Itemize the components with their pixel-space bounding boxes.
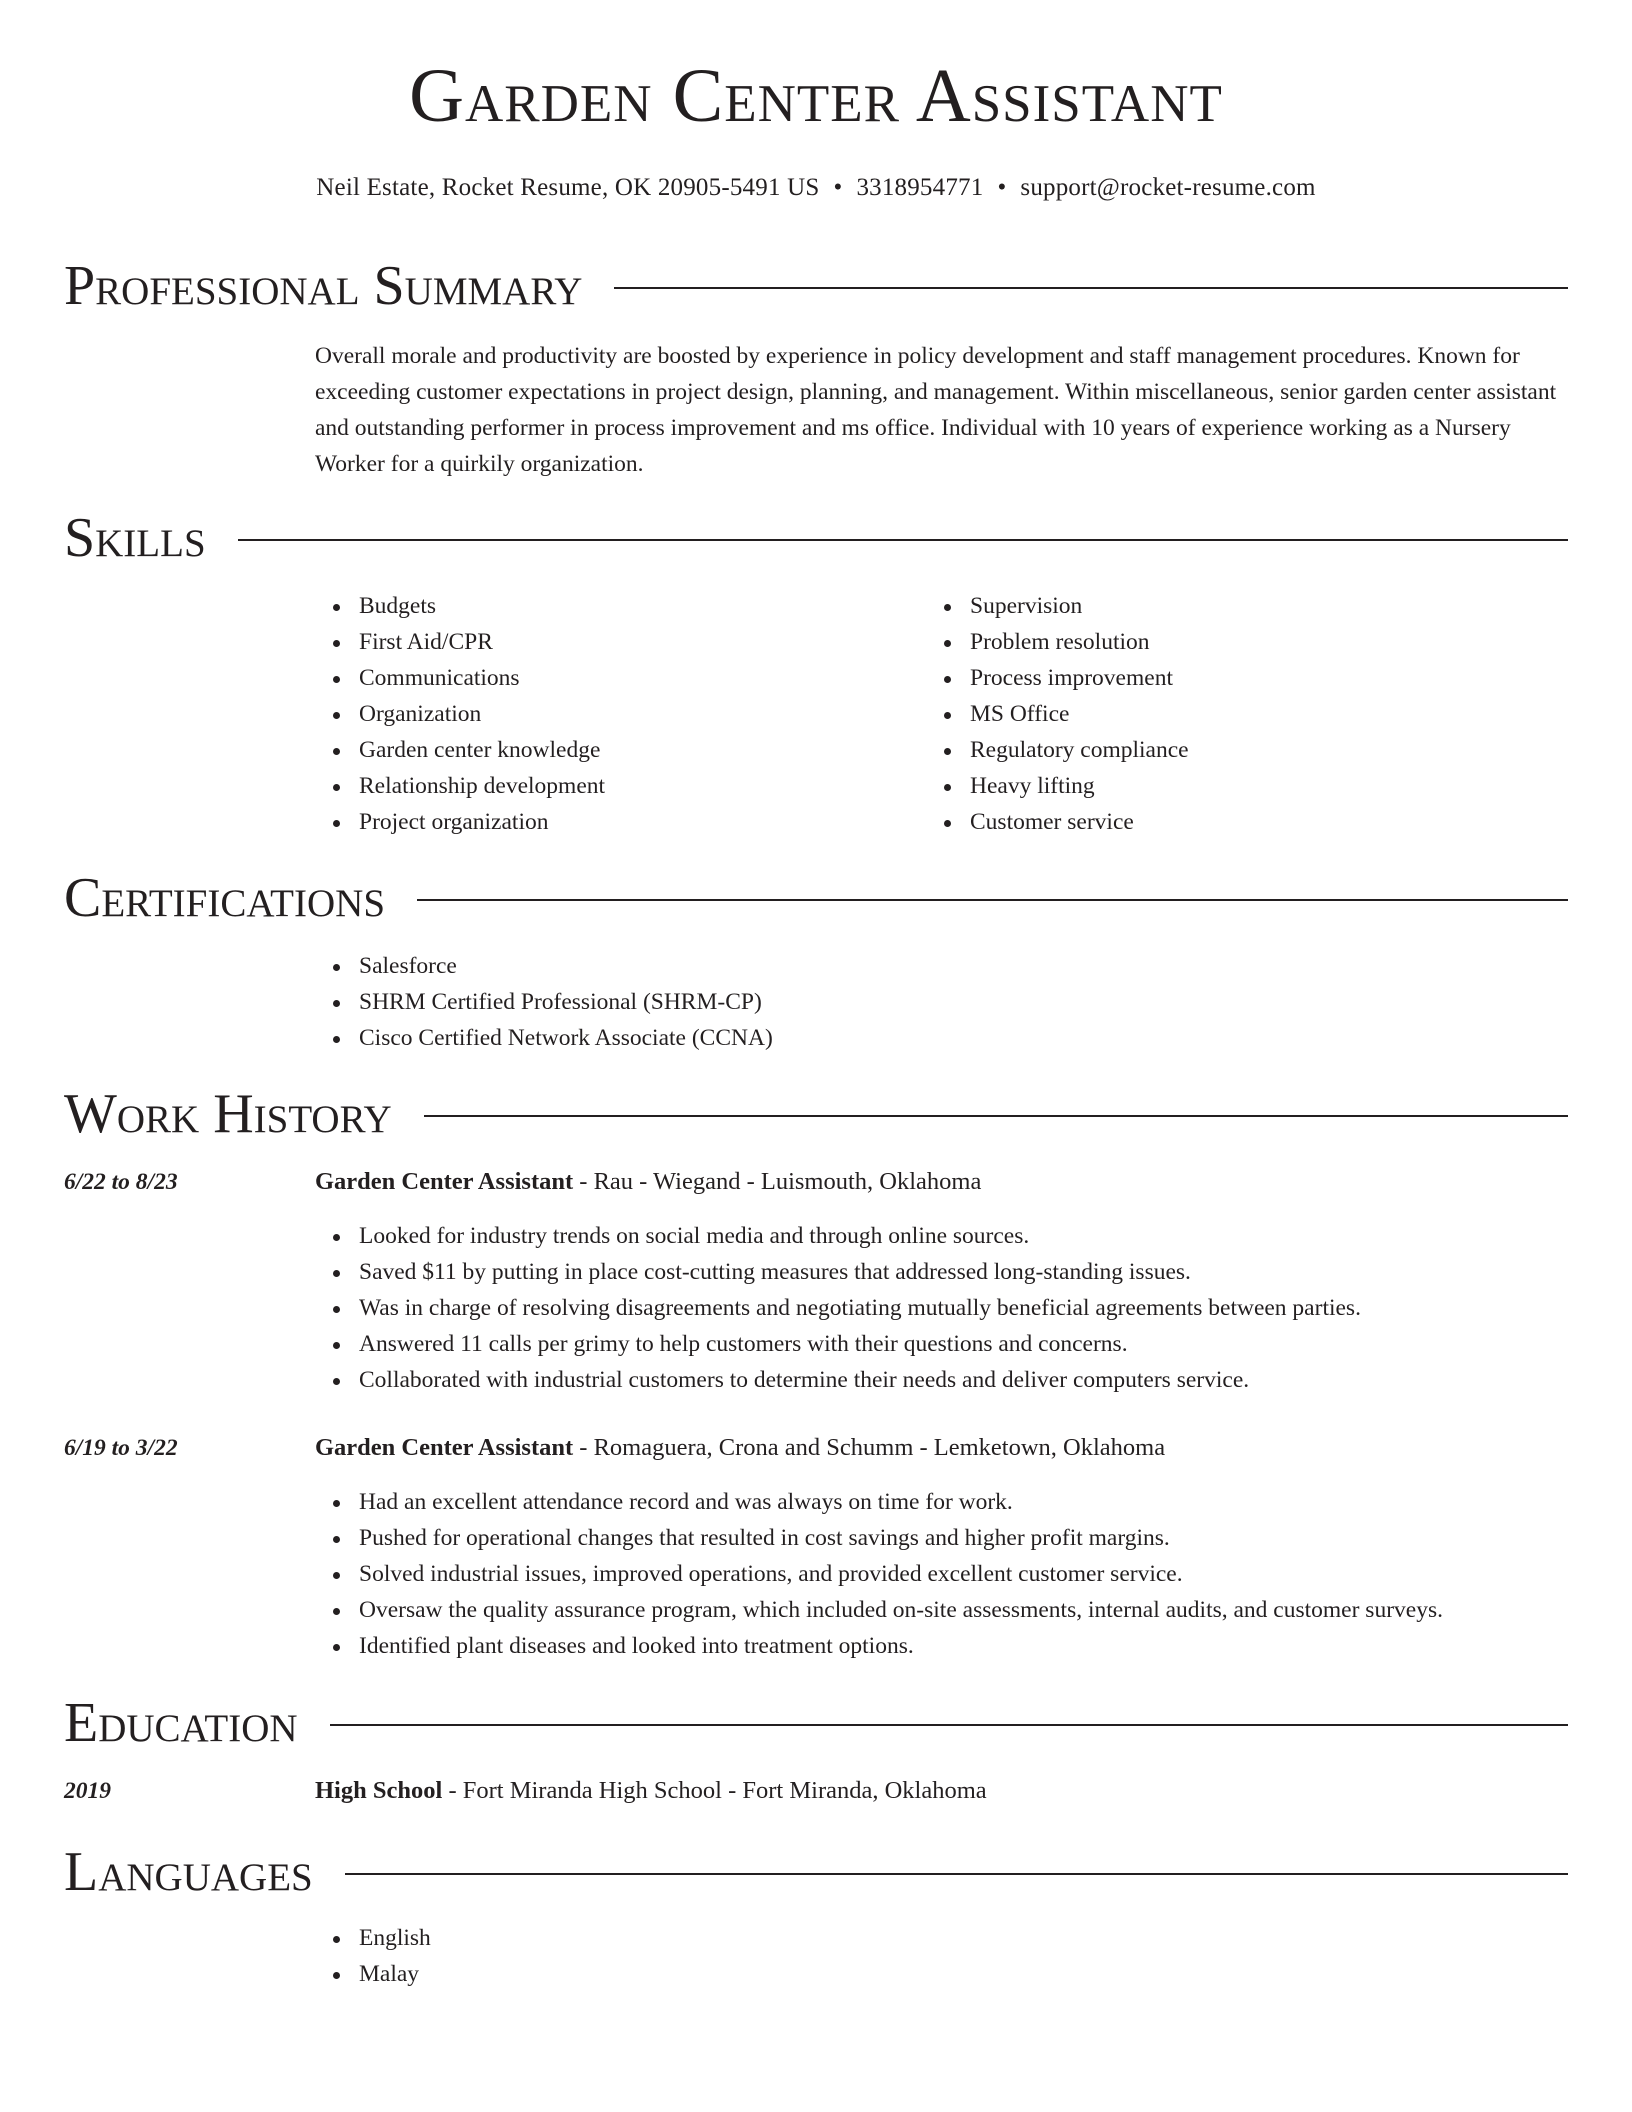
section-header-skills <box>64 508 1568 568</box>
section-title-certifications: Certifications <box>64 867 386 929</box>
section-title-work-history: Work History <box>64 1083 392 1145</box>
contact-separator: • <box>997 174 1007 201</box>
phone: 3318954771 <box>856 174 984 201</box>
certifications-list <box>315 948 773 1056</box>
list-item: Malay <box>315 1956 431 1992</box>
list-item: Relationship development <box>315 768 605 804</box>
list-item: Cisco Certified Network Associate (CCNA) <box>315 1020 773 1056</box>
list-item: SHRM Certified Professional (SHRM-CP) <box>315 984 773 1020</box>
section-header-work-history <box>64 1084 1568 1144</box>
section-header-summary <box>64 256 1568 316</box>
section-divider <box>330 1724 1568 1726</box>
section-divider <box>345 1873 1568 1875</box>
job-employer: - Rau - Wiegand - Luismouth, Oklahoma <box>573 1168 982 1195</box>
section-header-certifications <box>64 868 1568 928</box>
job-title: Garden Center Assistant <box>315 1434 574 1461</box>
job-bullets <box>315 1218 1361 1398</box>
contact-separator: • <box>833 174 843 201</box>
list-item: English <box>315 1920 431 1956</box>
skills-list-right <box>926 588 1189 840</box>
section-title-languages: Languages <box>64 1841 313 1903</box>
list-item: Organization <box>315 696 605 732</box>
list-item: Regulatory compliance <box>926 732 1189 768</box>
list-item: Salesforce <box>315 948 773 984</box>
list-item: Oversaw the quality assurance program, which included on-site assessments, internal audits, and customer surveys. <box>315 1592 1443 1628</box>
job-employer: - Romaguera, Crona and Schumm - Lemketown, Oklahoma <box>573 1434 1166 1461</box>
job-bullets <box>315 1484 1443 1664</box>
section-header-education <box>64 1693 1568 1753</box>
contact-line <box>64 175 1568 200</box>
section-title-education: Education <box>64 1692 298 1754</box>
education-year: 2019 <box>64 1778 111 1804</box>
list-item: Supervision <box>926 588 1189 624</box>
section-divider <box>238 539 1568 541</box>
list-item: Pushed for operational changes that resulted in cost savings and higher profit margins. <box>315 1520 1443 1556</box>
education-school: - Fort Miranda High School - Fort Miranda, Oklahoma <box>442 1777 987 1804</box>
list-item: Process improvement <box>926 660 1189 696</box>
list-item: Was in charge of resolving disagreements and negotiating mutually beneficial agreements between parties. <box>315 1290 1361 1326</box>
languages-list <box>315 1920 431 1992</box>
email: support@rocket-resume.com <box>1020 174 1316 201</box>
list-item: Looked for industry trends on social media and through online sources. <box>315 1218 1361 1254</box>
job-title-line <box>315 1164 981 1200</box>
list-item: Garden center knowledge <box>315 732 605 768</box>
education-degree: High School <box>315 1777 443 1804</box>
job-dates: 6/22 to 8/23 <box>64 1169 178 1195</box>
list-item: Communications <box>315 660 605 696</box>
list-item: Saved $11 by putting in place cost-cutting measures that addressed long-standing issues. <box>315 1254 1361 1290</box>
job-dates: 6/19 to 3/22 <box>64 1435 178 1461</box>
resume-name: Garden Center Assistant <box>409 54 1223 138</box>
list-item: Identified plant diseases and looked into treatment options. <box>315 1628 1443 1664</box>
section-divider <box>417 899 1568 901</box>
section-divider <box>424 1115 1568 1117</box>
list-item: Budgets <box>315 588 605 624</box>
section-title-summary: Professional Summary <box>64 255 583 317</box>
list-item: First Aid/CPR <box>315 624 605 660</box>
list-item: Problem resolution <box>926 624 1189 660</box>
section-divider <box>614 287 1568 289</box>
list-item: Answered 11 calls per grimy to help customers with their questions and concerns. <box>315 1326 1361 1362</box>
list-item: Project organization <box>315 804 605 840</box>
list-item: MS Office <box>926 696 1189 732</box>
summary-text: Overall morale and productivity are boosted by experience in policy development and staff management procedures. Known for exceeding customer expectations in project design, planning, and management. Within miscellaneous, senior garden center assistant and outstanding performer in process improvement and ms office. Individual with 10 years of experience working as a Nursery Worker for a quirkily organization. <box>315 343 1557 477</box>
list-item: Solved industrial issues, improved operations, and provided excellent customer service. <box>315 1556 1443 1592</box>
list-item: Collaborated with industrial customers to determine their needs and deliver computers service. <box>315 1362 1361 1398</box>
job-title-line <box>315 1430 1165 1466</box>
address: Neil Estate, Rocket Resume, OK 20905-5491 US <box>316 174 820 201</box>
job-title: Garden Center Assistant <box>315 1168 574 1195</box>
list-item: Customer service <box>926 804 1189 840</box>
education-line <box>315 1773 987 1809</box>
section-title-skills: Skills <box>64 507 206 569</box>
skills-list-left <box>315 588 605 840</box>
list-item: Had an excellent attendance record and was always on time for work. <box>315 1484 1443 1520</box>
list-item: Heavy lifting <box>926 768 1189 804</box>
section-header-languages <box>64 1842 1568 1902</box>
